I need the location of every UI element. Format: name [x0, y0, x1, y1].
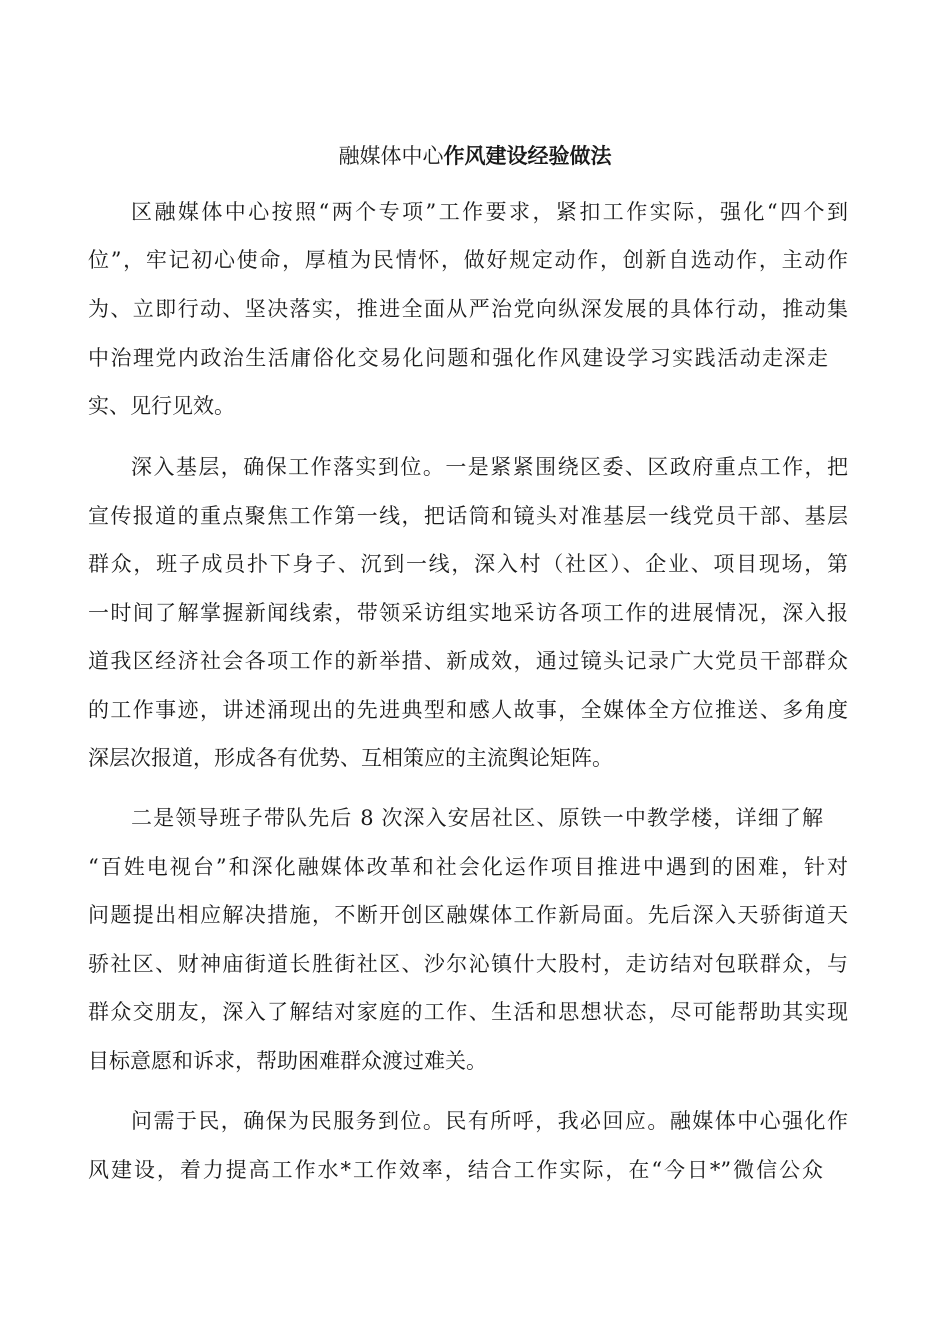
- paragraph-line: 一时间了解掌握新闻线索，带领采访组实地采访各项工作的进展情况，深入报: [88, 601, 848, 625]
- paragraph-line: 实、见行见效。: [88, 394, 235, 418]
- paragraph-line: 群众，班子成员扑下身子、沉到一线，深入村（社区）、企业、项目现场，第: [88, 552, 848, 576]
- paragraph-line: 目标意愿和诉求，帮助困难群众渡过难关。: [88, 1049, 487, 1073]
- paragraph-line: 群众交朋友，深入了解结对家庭的工作、生活和思想状态，尽可能帮助其实现: [88, 1000, 848, 1024]
- document-title: [0, 141, 950, 171]
- paragraph-line: 为、立即行动、坚决落实，推进全面从严治党向纵深发展的具体行动，推动集: [88, 297, 848, 321]
- paragraph-line: 二是领导班子带队先后 8 次深入安居社区、原铁一中教学楼，详细了解: [131, 806, 823, 830]
- paragraph-line: 中治理党内政治生活庸俗化交易化问题和强化作风建设学习实践活动走深走: [88, 346, 828, 370]
- paragraph-line: 宣传报道的重点聚焦工作第一线，把话筒和镜头对准基层一线党员干部、基层: [88, 504, 848, 528]
- paragraph-line: “百姓电视台”和深化融媒体改革和社会化运作项目推进中遇到的困难，针对: [88, 855, 848, 879]
- paragraph-line: 位”，牢记初心使命，厚植为民情怀，做好规定动作，创新自选动作，主动作: [88, 248, 848, 272]
- paragraph-line: 问题提出相应解决措施，不断开创区融媒体工作新局面。先后深入天骄街道天: [88, 903, 848, 927]
- paragraph-line: 深入基层，确保工作落实到位。一是紧紧围绕区委、区政府重点工作，把: [131, 455, 848, 479]
- paragraph-line: 风建设，着力提高工作水*工作效率，结合工作实际，在“今日*”微信公众: [88, 1158, 823, 1182]
- title-part-bold: 作风建设经验做法: [443, 143, 612, 168]
- paragraph-line: 问需于民，确保为民服务到位。民有所呼，我必回应。融媒体中心强化作: [131, 1109, 848, 1133]
- paragraph-line: 骄社区、财神庙街道长胜街社区、沙尔沁镇什大股村，走访结对包联群众，与: [88, 952, 848, 976]
- paragraph-line: 深层次报道，形成各有优势、互相策应的主流舆论矩阵。: [88, 746, 613, 770]
- paragraph-line: 区融媒体中心按照“两个专项”工作要求，紧扣工作实际，强化“四个到: [131, 200, 848, 224]
- title-part-regular: 融媒体中心: [338, 144, 444, 168]
- paragraph-line: 道我区经济社会各项工作的新举措、新成效，通过镜头记录广大党员干部群众: [88, 649, 848, 673]
- paragraph-line: 的工作事迹，讲述涌现出的先进典型和感人故事，全媒体全方位推送、多角度: [88, 698, 848, 722]
